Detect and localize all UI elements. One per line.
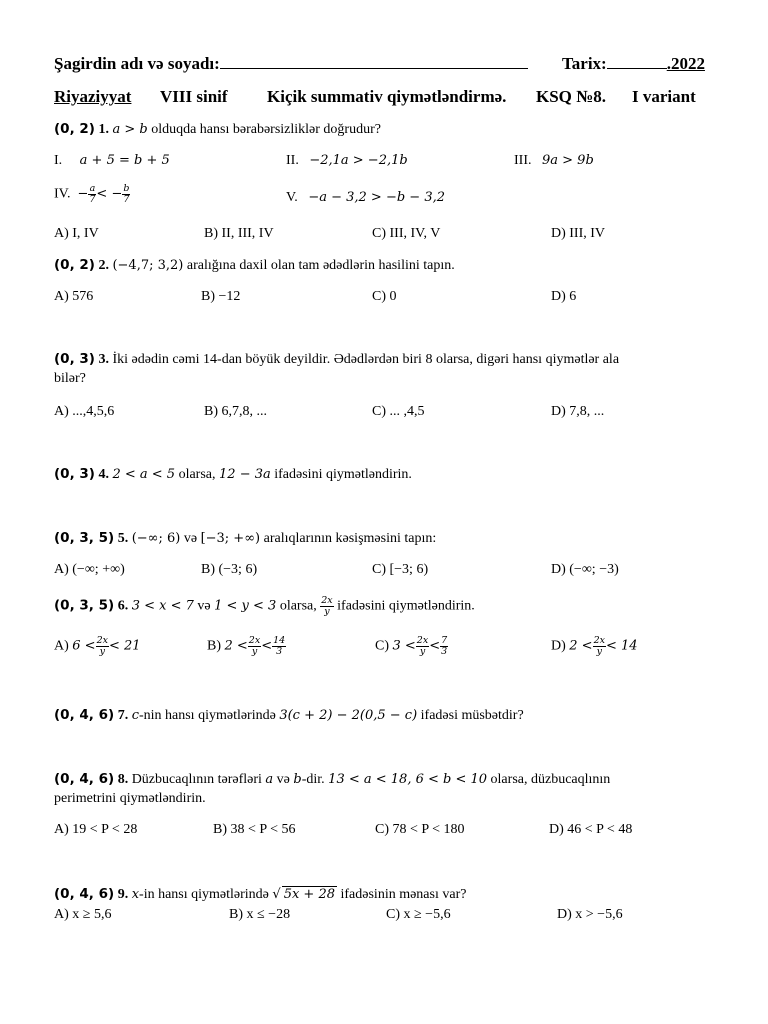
question-7 [54,707,524,724]
option-b[interactable] [207,636,286,657]
option-expr: 3 < [392,638,416,654]
fraction-numerator: a [89,183,96,194]
option-b[interactable]: B) 6,7,8, ... [204,404,267,419]
date-year: .2022 [666,54,705,73]
question-text: ifadəsini qiymətləndirin. [333,598,475,614]
statement-5 [286,190,445,206]
question-text: İki ədədin cəmi 14-dan böyük deyildir. Ədədlərdən biri 8 olarsa, digəri hansı qiymətlər ala [112,352,620,367]
fraction-numerator: 14 [273,635,286,646]
date-row [562,52,705,74]
question-text: olarsa, düzbucaqlının [487,772,611,787]
question-3 [54,351,619,368]
question-text: aralığına daxil olan tam ədədlərin hasilini tapın. [183,258,455,273]
statement-expr: < − [96,186,123,202]
option-a[interactable]: A) ...,4,5,6 [54,404,115,419]
question-points: (0, 2) [54,121,95,137]
option-expr: < 21 [108,638,141,654]
question-number: 2. [98,258,109,273]
option-b[interactable]: B) II, III, IV [204,226,274,241]
question-points: (0, 2) [54,257,95,273]
option-label: C) [375,638,393,654]
fraction-numerator: 2x [248,635,261,646]
question-text: və [180,531,201,546]
question-text: ifadəsini qiymətləndirin. [270,467,412,482]
fraction [320,596,333,617]
question-math: [−3; +∞) [200,531,261,546]
option-label: A) [54,638,73,654]
fraction-denominator: y [251,646,258,657]
date-label: Tarix: [562,54,607,73]
question-number: 7. [117,708,129,723]
question-text: olduqda hansı bərabərsizliklər doğrudur? [147,122,381,137]
statement-expr: a + 5 = b + 5 [79,153,170,168]
question-text: olarsa, [276,598,321,614]
question-points: (0, 3) [54,351,95,367]
question-math: b [293,772,302,787]
fraction-denominator: y [419,646,426,657]
question-text: və [193,598,215,614]
option-a[interactable]: A) 19 < P < 28 [54,822,138,837]
fraction-denominator: 3 [441,646,448,657]
question-number: 8. [117,772,129,787]
fraction-numerator: b [123,183,130,194]
question-text: olarsa, [175,467,220,482]
statement-label: IV. [54,186,71,202]
option-a[interactable]: A) I, IV [54,226,99,241]
fraction-denominator: y [596,646,602,657]
question-math: a > b [112,122,148,137]
option-a[interactable] [54,636,141,657]
question-math: 13 < a < 18, 6 < b < 10 [328,772,488,787]
fraction-denominator: 3 [276,646,283,657]
ksq-label: KSQ №8. [536,87,606,106]
statement-label: V. [286,190,298,205]
option-d[interactable]: D) x > −5,6 [557,907,623,922]
option-d[interactable]: D) 6 [551,289,577,304]
sqrt-symbol: √ [272,887,281,902]
question-points: (0, 4, 6) [54,771,115,787]
fraction-numerator: 2x [416,635,429,646]
option-d[interactable]: D) III, IV [551,226,606,241]
sqrt-radicand: 5x + 28 [283,887,335,902]
question-math: c [131,708,139,723]
statement-2 [286,153,408,169]
question-1 [54,121,381,138]
statement-expr: 9a > 9b [542,153,594,168]
question-math: 12 − 3a [219,467,271,482]
option-b[interactable]: B) x ≤ −28 [229,907,291,922]
statement-label: I. [54,153,63,168]
question-6 [54,596,475,617]
option-expr: 2 < [224,638,248,654]
question-math: a [265,772,274,787]
question-8 [54,771,610,788]
option-a[interactable]: A) x ≥ 5,6 [54,907,112,922]
fraction [593,636,606,657]
question-9 [54,886,466,903]
grade-label: VIII sinif [160,87,228,106]
fraction [248,636,261,657]
date-blank[interactable] [607,52,667,69]
assessment-label: Kiçik summativ qiymətləndirmə. [267,87,507,106]
question-text: ifadəsi müsbətdir? [417,708,524,723]
option-b[interactable]: B) (−3; 6) [201,562,258,577]
question-number: 3. [98,352,109,367]
fraction-denominator: y [99,646,105,657]
option-expr: < [429,638,441,654]
question-number: 1. [98,122,109,137]
statement-label: II. [286,153,299,168]
option-label: B) [207,638,225,654]
subject-row [54,87,131,107]
question-text: -in hansı qiymətlərində [139,887,273,902]
student-name-row [54,52,528,74]
question-points: (0, 3, 5) [54,597,115,614]
option-expr: 6 < [72,638,96,654]
fraction-denominator: 7 [89,194,96,205]
option-c[interactable]: C) III, IV, V [372,226,441,241]
option-d[interactable]: D) 46 < P < 48 [549,822,633,837]
statement-expr: − [77,186,89,202]
option-expr: 2 < [569,638,593,654]
statement-3 [514,153,594,169]
question-number: 4. [98,467,109,482]
question-number: 5. [117,531,129,546]
statement-4 [54,184,130,205]
question-points: (0, 4, 6) [54,707,115,723]
question-text: aralıqlarının kəsişməsini tapın: [260,531,437,546]
fraction [122,184,130,205]
question-math: 3(c + 2) − 2(0,5 − c) [279,708,418,723]
option-d[interactable]: D) (−∞; −3) [551,562,619,577]
fraction-numerator: 2x [321,595,333,606]
question-math: x [131,887,140,902]
statement-label: III. [514,153,532,168]
option-c[interactable]: C) ... ,4,5 [372,404,425,419]
fraction-denominator: 7 [123,194,130,205]
option-d[interactable] [551,636,638,657]
question-math: 2 < a < 5 [112,467,176,482]
option-b[interactable]: B) 38 < P < 56 [213,822,296,837]
option-a[interactable]: A) (−∞; +∞) [54,562,125,577]
fraction [272,636,286,657]
question-text-line2: bilər? [54,371,86,386]
question-text: -dir. [301,772,329,787]
question-math: (−∞; 6) [131,531,181,546]
variant-label: I variant [632,87,696,106]
question-number: 9. [117,887,129,902]
option-d[interactable]: D) 7,8, ... [551,404,605,419]
student-name-blank[interactable] [220,52,528,69]
student-name-label: Şagirdin adı və soyadı: [54,54,220,73]
question-math: (−4,7; 3,2) [112,258,184,273]
statement-1 [54,153,170,169]
option-c[interactable]: C) 0 [372,289,397,304]
question-text: Düzbucaqlının tərəfləri [128,772,266,787]
option-c[interactable] [375,636,448,657]
option-c[interactable]: C) [−3; 6) [372,562,429,577]
question-4 [54,466,412,483]
question-points: (0, 4, 6) [54,886,115,902]
option-a[interactable]: A) 576 [54,289,94,304]
subject-label: Riyaziyyat [54,87,132,106]
fraction [440,636,448,657]
question-text: və [273,772,294,787]
question-2 [54,257,455,274]
option-c[interactable]: C) x ≥ −5,6 [386,907,451,922]
question-text: -nin hansı qiymətlərində [138,708,280,723]
option-b[interactable]: B) −12 [201,289,241,304]
fraction [96,636,109,657]
statement-expr: −a − 3,2 > −b − 3,2 [308,190,445,205]
statement-expr: −2,1a > −2,1b [309,153,408,168]
question-text-line2: perimetrini qiymətləndirin. [54,791,206,806]
option-expr: < [261,638,273,654]
fraction-denominator: y [324,606,330,617]
question-points: (0, 3) [54,466,95,482]
option-expr: < 14 [605,638,638,654]
question-points: (0, 3, 5) [54,530,115,546]
fraction-numerator: 2x [96,635,108,646]
fraction-numerator: 2x [593,635,605,646]
question-text: ifadəsinin mənası var? [337,887,467,902]
option-label: D) [551,638,570,654]
fraction [416,636,429,657]
question-number: 6. [117,598,129,614]
option-c[interactable]: C) 78 < P < 180 [375,822,465,837]
fraction-numerator: 7 [441,635,448,646]
question-5 [54,530,436,547]
question-math: 3 < x < 7 [131,598,194,614]
question-math: 1 < y < 3 [214,598,277,614]
